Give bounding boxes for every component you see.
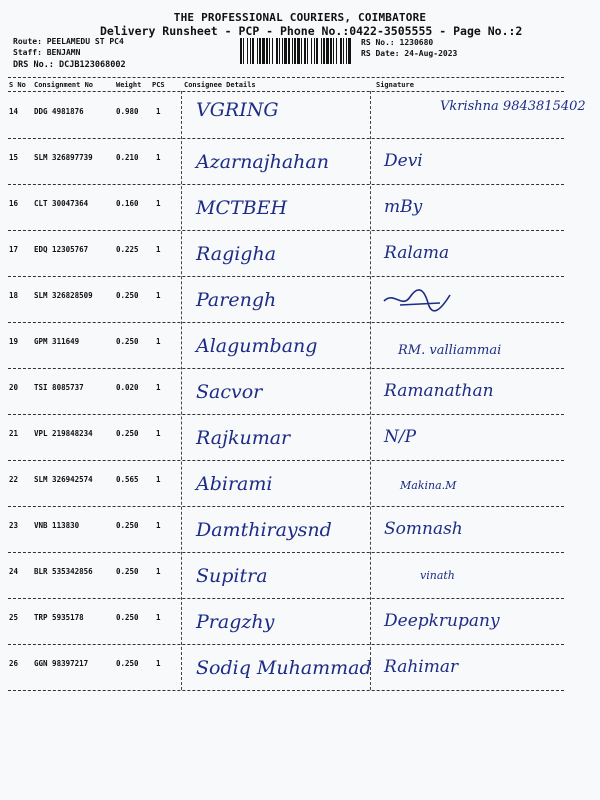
table-row — [0, 369, 600, 415]
barcode-bar — [266, 38, 268, 64]
barcode-bar — [243, 38, 244, 64]
serial-number: 16 — [9, 199, 19, 208]
consignee-handwriting: Supitra — [196, 565, 268, 587]
barcode-bar — [279, 38, 280, 64]
barcode-bar — [333, 38, 334, 64]
weight-value: 0.250 — [116, 291, 139, 300]
pieces-count: 1 — [156, 107, 161, 116]
consignment-number: VNB 113830 — [34, 521, 80, 530]
pieces-count: 1 — [156, 429, 161, 438]
consignment-number: TRP 5935178 — [34, 613, 84, 622]
table-header-rule — [8, 91, 564, 92]
consignment-number: DDG 4981876 — [34, 107, 84, 116]
table-row — [0, 645, 600, 691]
serial-number: 23 — [9, 521, 19, 530]
barcode-bar — [348, 38, 351, 64]
table-row — [0, 277, 600, 323]
consignee-handwriting: Rajkumar — [196, 427, 291, 449]
barcode-bar — [294, 38, 296, 64]
weight-value: 0.250 — [116, 567, 139, 576]
barcode-bar — [323, 38, 325, 64]
consignee-handwriting: Pragzhy — [196, 611, 275, 633]
pieces-count: 1 — [156, 245, 161, 254]
barcode-bar — [240, 38, 242, 64]
col-header-sno: S No — [9, 81, 26, 89]
weight-value: 0.980 — [116, 107, 139, 116]
pieces-count: 1 — [156, 383, 161, 392]
barcode-bar — [297, 38, 300, 64]
serial-number: 22 — [9, 475, 19, 484]
consignee-handwriting: VGRING — [196, 99, 279, 121]
table-row — [0, 231, 600, 277]
table-row — [0, 323, 600, 369]
pieces-count: 1 — [156, 337, 161, 346]
barcode-bar — [321, 38, 322, 64]
weight-value: 0.565 — [116, 475, 139, 484]
signature-handwriting: Rahimar — [384, 657, 459, 677]
table-row — [0, 93, 600, 139]
barcode-bar — [340, 38, 342, 64]
barcode-bar — [284, 38, 287, 64]
barcode-bar — [247, 38, 248, 64]
barcode-bar — [282, 38, 283, 64]
barcode-bar — [330, 38, 332, 64]
signature-handwriting: RM. valliammai — [398, 343, 502, 358]
barcode-bar — [288, 38, 290, 64]
serial-number: 17 — [9, 245, 19, 254]
table-row — [0, 139, 600, 185]
col-header-weight: Weight — [116, 81, 142, 89]
signature-scribble — [380, 285, 460, 315]
signature-handwriting: Ralama — [384, 243, 450, 263]
weight-value: 0.210 — [116, 153, 139, 162]
company-title: THE PROFESSIONAL COURIERS, COIMBATORE — [173, 11, 427, 24]
serial-number: 21 — [9, 429, 19, 438]
serial-number: 24 — [9, 567, 19, 576]
barcode-bar — [346, 38, 347, 64]
table-top-rule — [8, 77, 564, 78]
barcode-bar — [311, 38, 312, 64]
col-header-consignee: Consignee Details — [184, 81, 256, 89]
barcode-bar — [314, 38, 315, 64]
weight-value: 0.250 — [116, 613, 139, 622]
route-label: Route: PEELAMEDU ST PC4 — [13, 37, 124, 46]
signature-handwriting: Ramanathan — [384, 381, 494, 401]
consignment-number: GGN 98397217 — [34, 659, 89, 668]
weight-value: 0.250 — [116, 337, 139, 346]
pieces-count: 1 — [156, 475, 161, 484]
rs-number: RS No.: 1230680 — [361, 38, 434, 47]
barcode-bar — [307, 38, 308, 64]
col-header-pcs: PCS — [152, 81, 165, 89]
weight-value: 0.020 — [116, 383, 139, 392]
pieces-count: 1 — [156, 521, 161, 530]
barcode-bar — [259, 38, 261, 64]
pieces-count: 1 — [156, 153, 161, 162]
serial-number: 14 — [9, 107, 19, 116]
consignment-number: VPL 219848234 — [34, 429, 93, 438]
consignment-number: BLR 535342856 — [34, 567, 93, 576]
barcode-bar — [276, 38, 278, 64]
barcode-bar — [269, 38, 270, 64]
consignee-handwriting: Azarnajhahan — [196, 151, 329, 173]
barcode-bar — [326, 38, 329, 64]
consignment-number: CLT 30047364 — [34, 199, 89, 208]
table-row — [0, 461, 600, 507]
consignment-number: SLM 326942574 — [34, 475, 93, 484]
barcode-bar — [336, 38, 337, 64]
consignee-handwriting: Alagumbang — [196, 335, 318, 357]
pieces-count: 1 — [156, 613, 161, 622]
consignee-handwriting: Sodiq Muhammad — [196, 657, 372, 679]
consignment-number: SLM 326897739 — [34, 153, 93, 162]
serial-number: 25 — [9, 613, 19, 622]
signature-handwriting: vinath — [420, 569, 455, 582]
consignee-handwriting: Ragigha — [196, 243, 277, 265]
weight-value: 0.250 — [116, 659, 139, 668]
barcode-bar — [292, 38, 293, 64]
consignee-handwriting: Parengh — [196, 289, 277, 311]
signature-handwriting: Vkrishna 9843815402 — [440, 99, 586, 114]
consignment-number: TSI 8085737 — [34, 383, 84, 392]
weight-value: 0.225 — [116, 245, 139, 254]
col-header-signature: Signature — [376, 81, 414, 89]
barcode-bar — [316, 38, 318, 64]
table-row — [0, 185, 600, 231]
barcode-bar — [252, 38, 254, 64]
consignee-handwriting: Damthiraysnd — [196, 519, 332, 541]
barcode-bar — [343, 38, 344, 64]
table-row — [0, 599, 600, 645]
serial-number: 15 — [9, 153, 19, 162]
row-separator — [8, 690, 564, 691]
consignee-handwriting: Sacvor — [196, 381, 263, 403]
runsheet-subtitle: Delivery Runsheet - PCP - Phone No.:0422-3505555 - Page No.:2 — [100, 24, 523, 38]
table-row — [0, 507, 600, 553]
signature-handwriting: N/P — [384, 427, 417, 447]
consignee-handwriting: Abirami — [196, 473, 273, 495]
signature-handwriting: Somnash — [384, 519, 463, 539]
pieces-count: 1 — [156, 199, 161, 208]
barcode-bar — [272, 38, 273, 64]
signature-handwriting: Devi — [384, 151, 423, 171]
drs-number: DRS No.: DCJB123068002 — [13, 60, 126, 70]
barcode-bar — [262, 38, 265, 64]
barcode-bar — [250, 38, 251, 64]
signature-handwriting: mBy — [384, 197, 423, 217]
serial-number: 20 — [9, 383, 19, 392]
barcode-bar — [304, 38, 306, 64]
serial-number: 19 — [9, 337, 19, 346]
weight-value: 0.160 — [116, 199, 139, 208]
staff-label: Staff: BENJAMN — [13, 48, 81, 57]
signature-handwriting: Deepkrupany — [384, 611, 500, 631]
signature-handwriting: Makina.M — [400, 479, 457, 492]
consignment-number: GPM 311649 — [34, 337, 80, 346]
serial-number: 18 — [9, 291, 19, 300]
pieces-count: 1 — [156, 567, 161, 576]
consignment-number: EDQ 12305767 — [34, 245, 89, 254]
pieces-count: 1 — [156, 659, 161, 668]
barcode-bar — [257, 38, 258, 64]
consignment-number: SLM 326828509 — [34, 291, 93, 300]
weight-value: 0.250 — [116, 429, 139, 438]
pieces-count: 1 — [156, 291, 161, 300]
barcode-bar — [301, 38, 302, 64]
consignee-handwriting: MCTBEH — [196, 197, 288, 219]
table-row — [0, 553, 600, 599]
barcode — [240, 38, 352, 64]
table-row — [0, 415, 600, 461]
rs-date: RS Date: 24-Aug-2023 — [361, 49, 458, 58]
weight-value: 0.250 — [116, 521, 139, 530]
serial-number: 26 — [9, 659, 19, 668]
col-header-consignment: Consignment No — [34, 81, 94, 89]
